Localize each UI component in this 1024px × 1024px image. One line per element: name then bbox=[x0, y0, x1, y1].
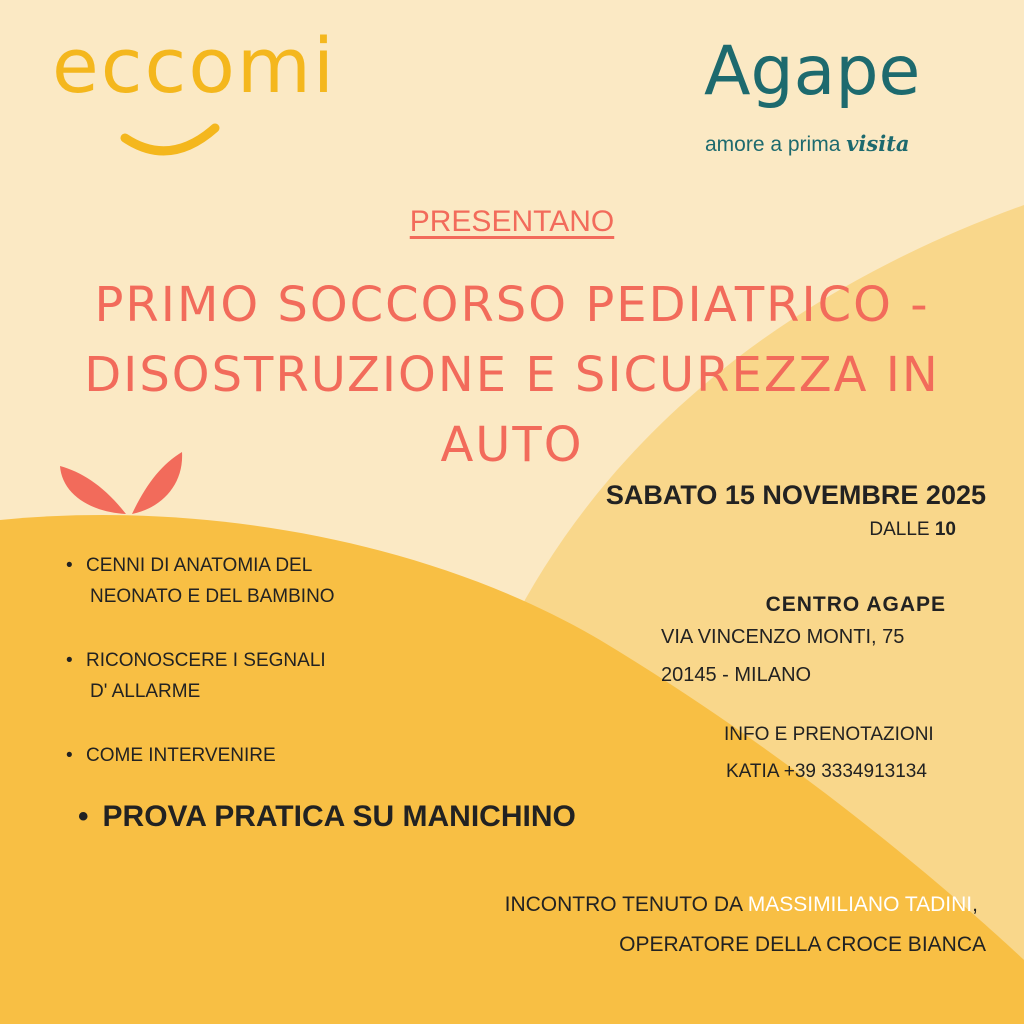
list-item bbox=[66, 740, 406, 771]
event-date: SABATO 15 NOVEMBRE 2025 bbox=[605, 480, 986, 510]
venue-name: CENTRO AGAPE bbox=[765, 593, 946, 616]
speaker-prefix: INCONTRO TENUTO DA bbox=[504, 893, 742, 916]
speaker-role: OPERATORE DELLA CROCE BIANCA bbox=[619, 933, 986, 956]
info-label: INFO E PRENOTAZIONI bbox=[724, 724, 934, 745]
list-item bbox=[66, 645, 406, 707]
info-contact: KATIA +39 3334913134 bbox=[726, 761, 927, 782]
topics-list bbox=[66, 550, 406, 804]
topic-text: CENNI DI ANATOMIA DEL bbox=[86, 555, 313, 576]
event-title-line: PRIMO SOCCORSO PEDIATRICO - bbox=[94, 277, 930, 333]
event-time-prefix: DALLE bbox=[869, 519, 930, 540]
eccomi-logo: eccomi bbox=[52, 21, 336, 110]
topic-text-continued: NEONATO E DEL BAMBINO bbox=[90, 586, 335, 607]
event-title-line: DISOSTRUZIONE E SICUREZZA IN bbox=[84, 347, 940, 403]
topic-text-continued: D' ALLARME bbox=[90, 681, 201, 702]
event-time-value: 10 bbox=[934, 519, 956, 540]
venue-city: 20145 - MILANO bbox=[661, 664, 812, 686]
speaker-name: MASSIMILIANO TADINI bbox=[747, 893, 973, 916]
topic-text: COME INTERVENIRE bbox=[86, 745, 276, 766]
agape-logo: Agape bbox=[704, 32, 921, 111]
event-time bbox=[760, 519, 956, 541]
agape-tagline bbox=[705, 133, 910, 155]
venue-street: VIA VINCENZO MONTI, 75 bbox=[661, 626, 905, 648]
speaker-line bbox=[380, 893, 978, 917]
topic-text: RICONOSCERE I SEGNALI bbox=[86, 650, 326, 671]
agape-tagline-prefix: amore a prima bbox=[705, 133, 841, 156]
highlight-topic bbox=[78, 800, 576, 834]
event-title-line: AUTO bbox=[440, 417, 584, 473]
list-item bbox=[66, 550, 406, 612]
speaker-suffix: , bbox=[972, 893, 978, 916]
event-title bbox=[40, 270, 984, 480]
agape-tagline-emphasis: visita bbox=[846, 131, 910, 156]
presenting-label: PRESENTANO bbox=[409, 205, 615, 238]
bullet-dot-icon: • bbox=[78, 800, 89, 833]
highlight-topic-text: PROVA PRATICA SU MANICHINO bbox=[102, 800, 576, 833]
